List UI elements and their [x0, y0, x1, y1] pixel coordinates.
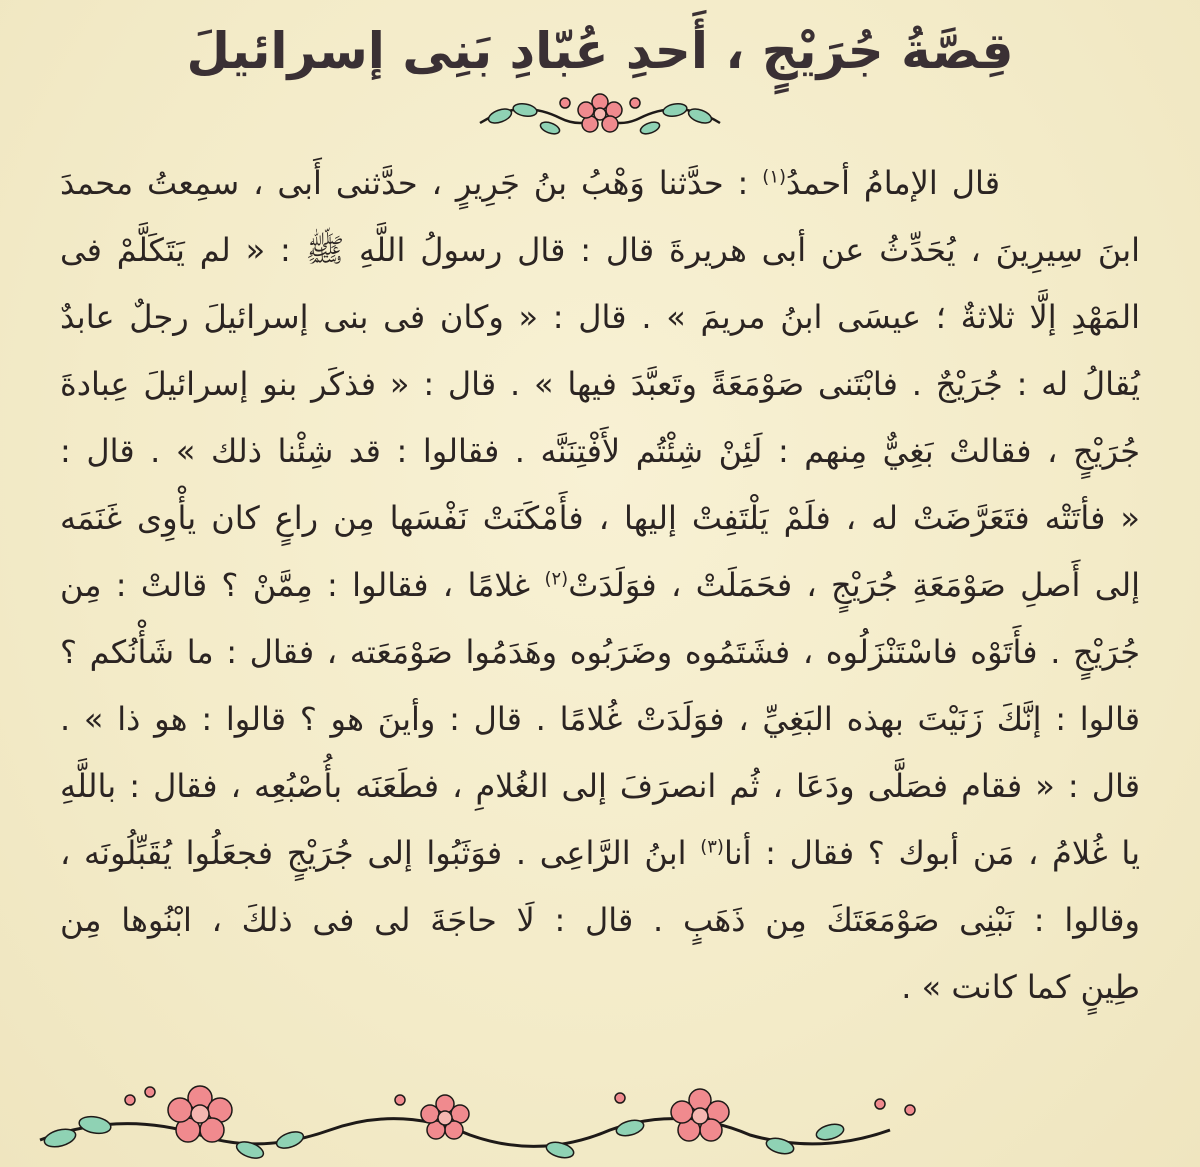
footnote-marker-2[interactable]: (٢) [544, 568, 569, 590]
story-text [60, 150, 1140, 1021]
text-line-13: طِينٍ كما كانت » . [901, 968, 1140, 1006]
text-line-3: المَهْدِ إلَّا ثلاثةٌ ؛ عيسَى ابنُ مريمَ » . قال : « وكان فى بنى إسرائيلَ رجلٌ عابدٌ [60, 298, 1140, 336]
text-line-7: إلى أَصلِ صَوْمَعَةِ جُرَيْجٍ ، فحَمَلَتْ ، فوَلَدَتْ$^{(٢)}$ غلامًا ، فقالوا : مِمَّنْ ؟ قالتْ : مِن [60, 566, 1141, 604]
floral-ornament-bottom-icon [0, 1080, 1200, 1167]
text-line-12: وقالوا : نَبْنِى صَوْمَعَتَكَ مِن ذَهَبٍ . قال : لَا حاجَةَ لى فى ذلكَ ، ابْنُوها مِن [60, 901, 1140, 939]
floral-ornament-top-icon [460, 88, 740, 148]
text-line-2: ابنَ سِيرِينَ ، يُحَدِّثُ عن أبى هريرةَ قال : قال رسولُ اللَّهِ ﷺ : « لم يَتَكَلَّمْ فى [60, 231, 1140, 269]
page-title: قِصَّةُ جُرَيْجٍ ، أَحدِ عُبّادِ بَنِى إسرائيلَ [186, 22, 1014, 80]
text-line-5: جُرَيْجٍ ، فقالتْ بَغِيٌّ مِنهم : لَئِنْ شِئْتُم لأَفْتِنَنَّه . فقالوا : قد شِئْنا ذلك » . قال : [60, 432, 1140, 470]
text-line-11: يا غُلامُ ، مَن أبوك ؟ فقال : أنا$^{(٣)}$ ابنُ الرَّاعِى . فوَثَبُوا إلى جُرَيْجٍ فجعَلُوا يُقَبِّلُونَه ، [60, 834, 1141, 872]
text-line-1: قال الإمامُ أحمدُ$^{(١)}$ : حدَّثنا وَهْبُ بنُ جَرِيرٍ ، حدَّثنى أَبى ، سمِعتُ محمدَ [60, 164, 1001, 202]
text-line-8: جُرَيْجٍ . فأَتَوْه فاسْتَنْزَلُوه ، فشَتَمُوه وضَرَبُوه وهَدَمُوا صَوْمَعَته ، فقال : ما شَأْنُكم ؟ [60, 633, 1140, 671]
text-line-10: قال : « فقام فصَلَّى ودَعَا ، ثُم انصرَفَ إلى الغُلامِ ، فطَعَنَه بأُصْبُعِه ، فقال : باللَّهِ [60, 767, 1140, 805]
text-line-4: يُقالُ له : جُرَيْجٌ . فابْتَنى صَوْمَعَةً وتَعبَّدَ فيها » . قال : « فذكَر بنو إسرائيلَ عِبادةَ [60, 365, 1140, 403]
text-line-6: « فأتَتْه فتَعَرَّضَتْ له ، فلَمْ يَلْتَفِتْ إليها ، فأَمْكَنَتْ نَفْسَها مِن راعٍ كان يأْوِى غَنَمَه [60, 499, 1140, 537]
footnote-marker-3[interactable]: (٣) [700, 836, 724, 858]
footnote-marker-1[interactable]: (١) [762, 166, 787, 188]
text-line-9: قالوا : إنَّكَ زَنَيْتَ بهذه البَغِيِّ ، فوَلَدَتْ غُلامًا . قال : وأينَ هو ؟ قالوا : هو ذا » . [60, 700, 1140, 738]
